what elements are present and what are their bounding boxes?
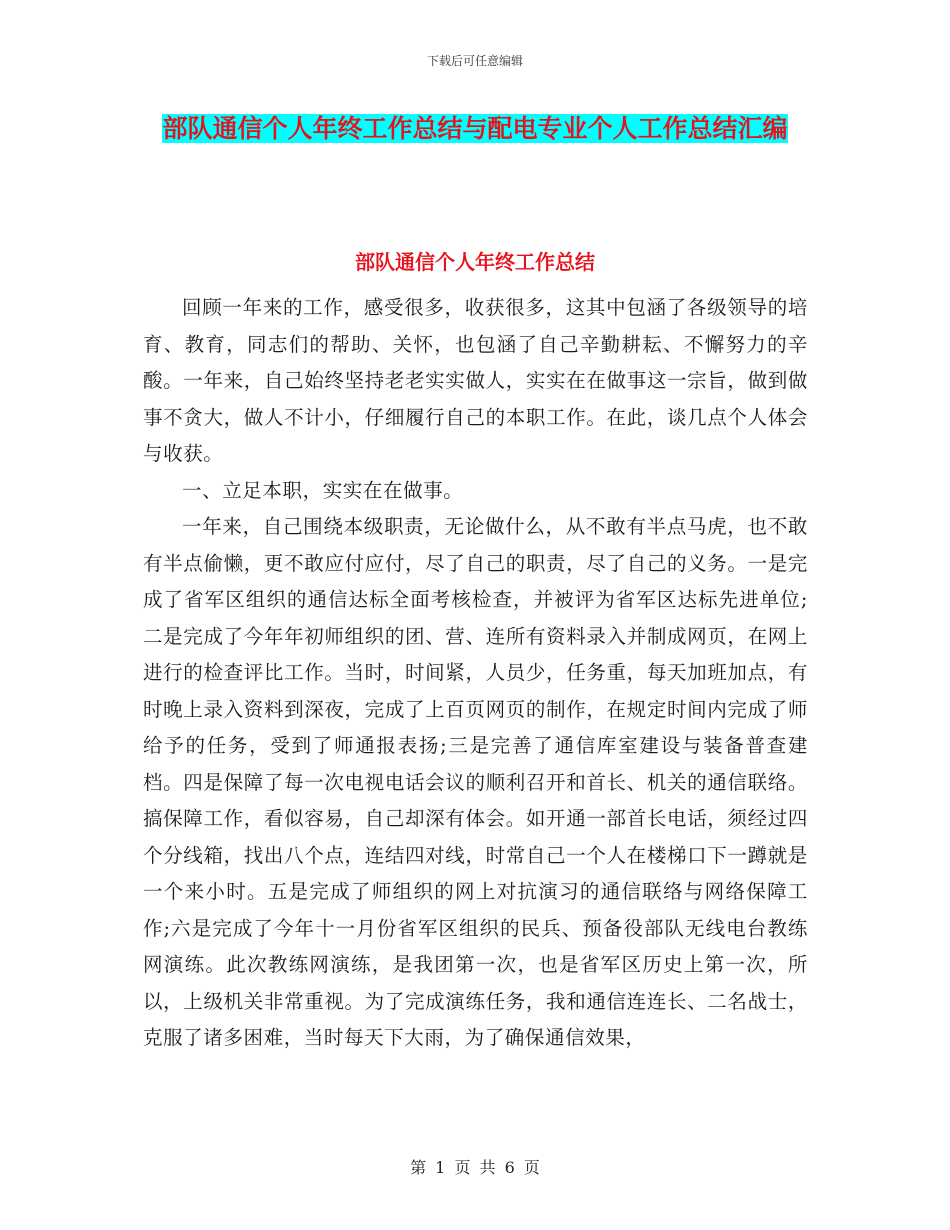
paragraph: 一、立足本职，实实在在做事。: [182, 478, 464, 502]
header-note: 下载后可任意编辑: [426, 54, 523, 68]
paragraph: 回顾一年来的工作，感受很多，收获很多，这其中包涵了各级领导的培育、教育，同志们的帮助、关怀，也包涵了自己辛勤耕耘、不懈努力的辛酸。一年来，自己始终坚持老老实实做人，实实在在做事这一宗旨，做到做事不贪大，做人不计小，仔细履行自己的本职工作。在此，谈几点个人体会与收获。: [143, 296, 808, 465]
section-title: 部队通信个人年终工作总结: [355, 250, 595, 274]
document-title: [140, 108, 810, 150]
document-body: [143, 290, 808, 1057]
paragraph: 一年来，自己围绕本级职责，无论做什么，从不敢有半点马虎，也不敢有半点偷懒，更不敢应付应付，尽了自己的职责，尽了自己的义务。一是完成了省军区组织的通信达标全面考核检查，并被评为省军区达标先进单位;二是完成了今年年初师组织的团、营、连所有资料录入并制成网页，在网上进行的检查评比工作。当时，时间紧，人员少，任务重，每天加班加点，有时晚上录入资料到深夜，完成了上百页网页的制作，在规定时间内完成了师给予的任务，受到了师通报表扬;三是完善了通信库室建设与装备普查建档。四是保障了每一次电视电话会议的顺利召开和首长、机关的通信联络。搞保障工作，看似容易，自己却深有体会。如开通一部首长电话，须经过四个分线箱，找出八个点，连结四对线，时常自己一个人在楼梯口下一蹲就是一个来小时。五是完成了师组织的网上对抗演习的通信联络与网络保障工作;六是完成了今年十一月份省军区组织的民兵、预备役部队无线电台教练网演练。此次教练网演练，是我团第一次，也是省军区历史上第一次，所以，上级机关非常重视。为了完成演练任务，我和通信连连长、二名战士，克服了诸多困难，当时每天下大雨，为了确保通信效果，: [143, 515, 808, 1049]
page-number-footer: 第 1 页 共 6 页: [410, 1158, 540, 1177]
document-title-text: 部队通信个人年终工作总结与配电专业个人工作总结汇编: [162, 114, 788, 143]
